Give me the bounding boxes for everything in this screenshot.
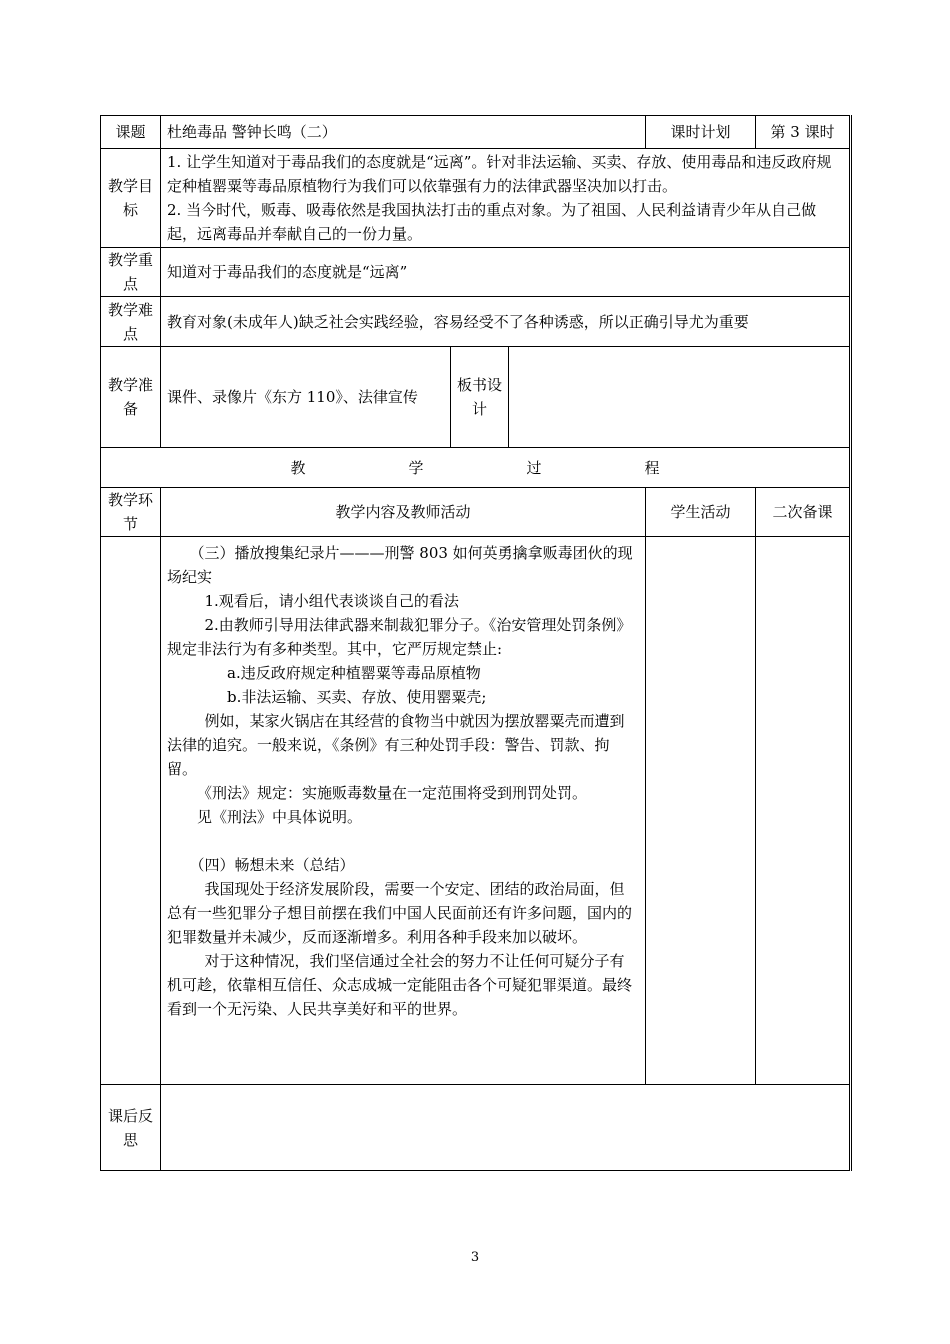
prep-label: 教学准备 — [101, 347, 161, 448]
difficulty-label: 教学难点 — [101, 297, 161, 347]
reflection-label: 课后反思 — [101, 1085, 161, 1171]
difficulty-text: 教育对象(未成年人)缺乏社会实践经验，容易经受不了各种诱惑，所以正确引导尤为重要 — [161, 297, 851, 347]
content-line: 我国现处于经济发展阶段，需要一个安定、团结的政治局面，但总有一些犯罪分子想目前摆在我们中国人民面前还有许多问题，国内的犯罪数量并未减少，反而逐渐增多。利用各种手段来加以破坏。 — [167, 880, 633, 946]
plan-label: 课时计划 — [646, 116, 756, 149]
content-line: （三）播放搜集纪录片———刑警 803 如何英勇擒拿贩毒团伙的现场纪实 — [167, 544, 633, 586]
process-title-row — [101, 448, 851, 488]
lesson-plan-table — [100, 115, 852, 1171]
goal-item: 1. 让学生知道对于毒品我们的态度就是“远离”。针对非法运输、买卖、存放、使用毒品和违反政府规定种植罂粟等毒品原植物行为我们可以依靠强有力的法律武器坚决加以打击。 — [167, 153, 832, 195]
page-number: 3 — [470, 1250, 480, 1265]
reflection-row — [101, 1085, 851, 1171]
process-char: 学 — [408, 458, 424, 477]
difficulty-row — [101, 297, 851, 347]
board-area — [509, 347, 851, 448]
content-line: 例如，某家火锅店在其经营的食物当中就因为摆放罂粟壳而遭到法律的追究。一般来说，《条例》有三种处罚手段：警告、罚款、拘留。 — [167, 712, 625, 778]
stage-header: 教学环节 — [101, 488, 161, 537]
focus-label: 教学重点 — [101, 248, 161, 297]
header-row — [101, 116, 851, 149]
goals-content — [161, 149, 851, 248]
goals-row — [101, 149, 851, 248]
content-line: 1.观看后，请小组代表谈谈自己的看法 — [204, 592, 459, 610]
content-line: a.违反政府规定种植罂粟等毒品原植物 — [227, 664, 481, 682]
process-char: 过 — [526, 458, 542, 477]
stage-cell — [101, 537, 161, 1085]
prep-row — [101, 347, 851, 448]
content-line: 2.由教师引导用法律武器来制裁犯罪分子。《治安管理处罚条例》规定非法行为有多种类型。其中，它严厉规定禁止: — [167, 616, 632, 658]
process-title — [101, 448, 851, 488]
goals-label: 教学目标 — [101, 149, 161, 248]
board-label: 板书设计 — [451, 347, 509, 448]
content-line: （四）畅想未来（总结） — [189, 856, 355, 874]
process-header-row — [101, 488, 851, 537]
process-char: 教 — [290, 458, 306, 477]
focus-row — [101, 248, 851, 297]
content-line: 对于这种情况，我们坚信通过全社会的努力不让任何可疑分子有机可趁，依靠相互信任、众志成城一定能阻击各个可疑犯罪渠道。最终看到一个无污染、人民共享美好和平的世界。 — [167, 952, 633, 1018]
goal-item: 2. 当今时代，贩毒、吸毒依然是我国执法打击的重点对象。为了祖国、人民利益请青少年从自己做起，远离毒品并奉献自己的一份力量。 — [167, 201, 817, 243]
reflection-content — [161, 1085, 851, 1171]
content-line: 《刑法》规定：实施贩毒数量在一定范围将受到刑罚处罚。 — [197, 784, 588, 802]
focus-text: 知道对于毒品我们的态度就是“远离” — [161, 248, 851, 297]
prep-text: 课件、录像片《东方 110》、法律宣传 — [161, 347, 451, 448]
period-value: 第 3 课时 — [756, 116, 851, 149]
course-title: 杜绝毒品 警钟长鸣（二） — [161, 116, 646, 149]
process-body-row — [101, 537, 851, 1085]
process-char: 程 — [644, 458, 660, 477]
content-line: b.非法运输、买卖、存放、使用罂粟壳; — [227, 688, 487, 706]
content-header: 教学内容及教师活动 — [161, 488, 646, 537]
content-cell — [161, 537, 646, 1085]
student-header: 学生活动 — [646, 488, 756, 537]
content-line: 见《刑法》中具体说明。 — [197, 808, 363, 826]
second-cell — [756, 537, 851, 1085]
student-cell — [646, 537, 756, 1085]
course-label: 课题 — [101, 116, 161, 149]
second-header: 二次备课 — [756, 488, 851, 537]
spacer — [167, 829, 639, 853]
